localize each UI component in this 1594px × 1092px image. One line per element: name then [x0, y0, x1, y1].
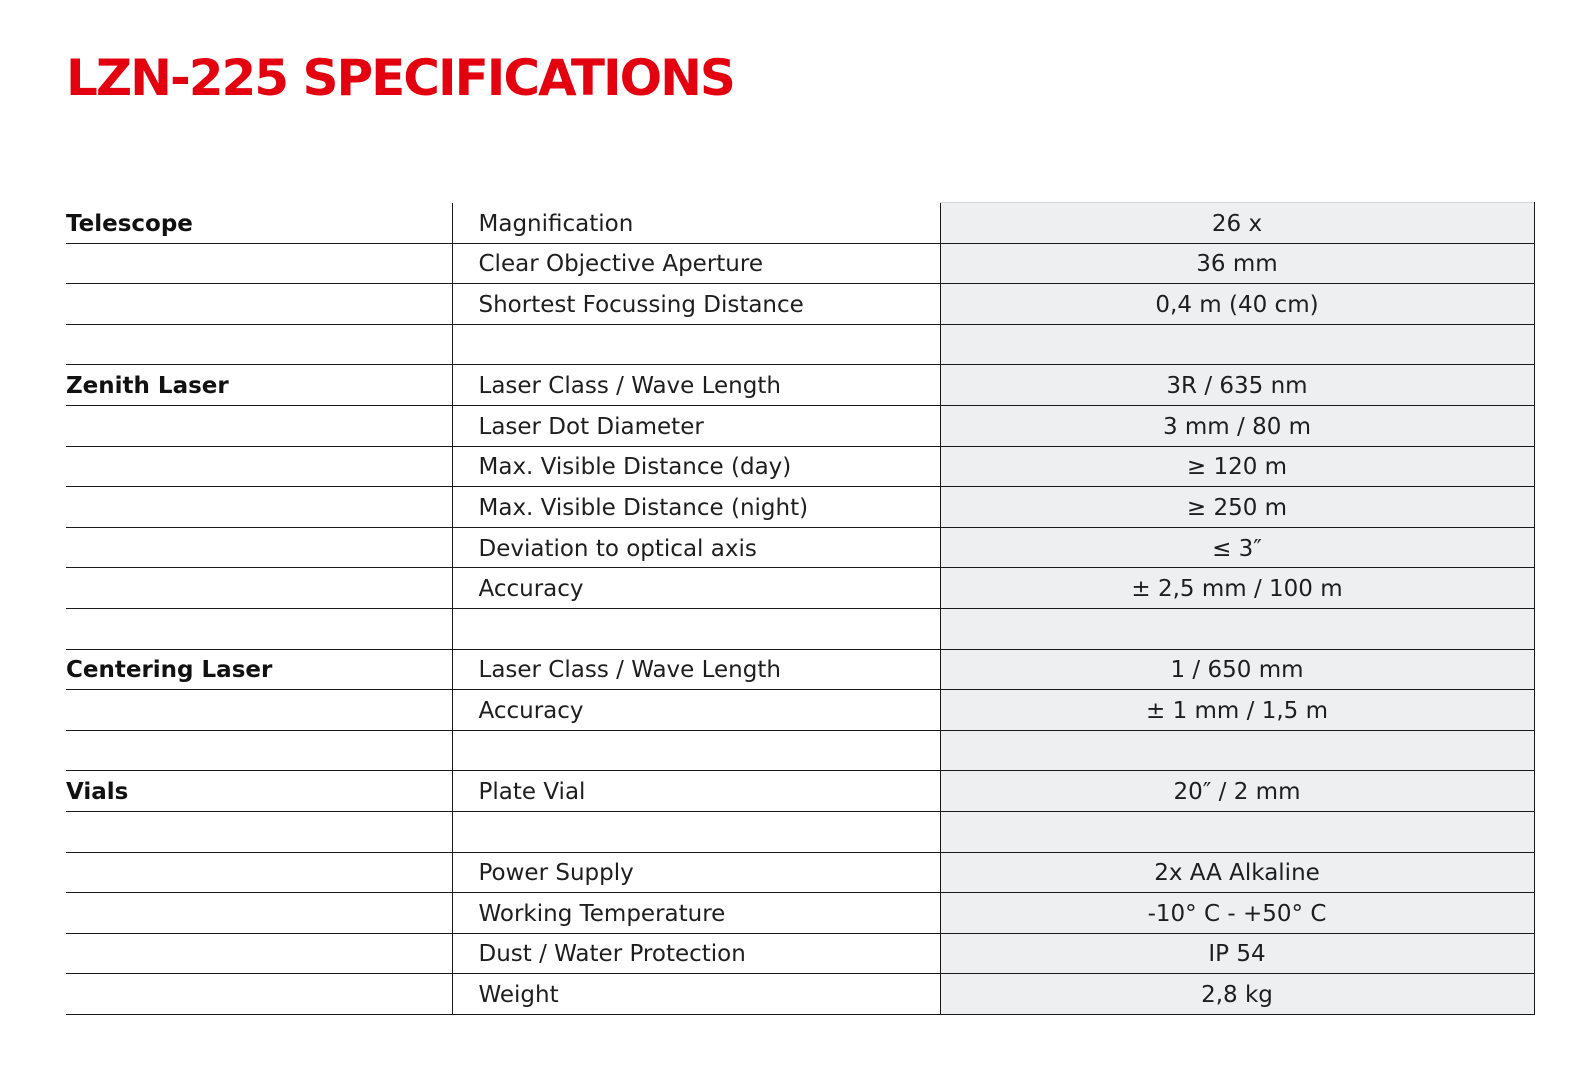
- parameter-label: Magnification: [452, 203, 940, 244]
- category-label: [66, 527, 452, 568]
- category-label: [66, 405, 452, 446]
- page-title: LZN-225 SPECIFICATIONS: [66, 49, 734, 107]
- parameter-value: ≥ 120 m: [940, 446, 1534, 487]
- table-row: [66, 324, 1534, 365]
- category-label: [66, 243, 452, 284]
- parameter-value: [940, 811, 1534, 852]
- parameter-value: 3R / 635 nm: [940, 365, 1534, 406]
- parameter-value: 1 / 650 mm: [940, 649, 1534, 690]
- parameter-value: ≥ 250 m: [940, 487, 1534, 528]
- category-label: Zenith Laser: [66, 365, 452, 406]
- parameter-value: 0,4 m (40 cm): [940, 284, 1534, 325]
- parameter-label: Clear Objective Aperture: [452, 243, 940, 284]
- parameter-label: Shortest Focussing Distance: [452, 284, 940, 325]
- parameter-label: Accuracy: [452, 568, 940, 609]
- specifications-table-body: [66, 203, 1534, 1015]
- category-label: [66, 608, 452, 649]
- table-row: [66, 527, 1534, 568]
- table-row: [66, 690, 1534, 731]
- parameter-label: Laser Dot Diameter: [452, 405, 940, 446]
- table-row: [66, 568, 1534, 609]
- parameter-label: Dust / Water Protection: [452, 933, 940, 974]
- parameter-label: Deviation to optical axis: [452, 527, 940, 568]
- table-row: [66, 446, 1534, 487]
- specifications-table: [66, 202, 1535, 1015]
- parameter-label: Laser Class / Wave Length: [452, 365, 940, 406]
- table-row: [66, 365, 1534, 406]
- parameter-label: Max. Visible Distance (night): [452, 487, 940, 528]
- category-label: [66, 487, 452, 528]
- parameter-value: IP 54: [940, 933, 1534, 974]
- parameter-value: ± 1 mm / 1,5 m: [940, 690, 1534, 731]
- category-label: [66, 690, 452, 731]
- parameter-value: 3 mm / 80 m: [940, 405, 1534, 446]
- parameter-label: [452, 324, 940, 365]
- parameter-value: ± 2,5 mm / 100 m: [940, 568, 1534, 609]
- table-row: [66, 203, 1534, 244]
- parameter-value: [940, 608, 1534, 649]
- parameter-label: Working Temperature: [452, 893, 940, 934]
- table-row: [66, 487, 1534, 528]
- table-row: [66, 974, 1534, 1015]
- parameter-value: 36 mm: [940, 243, 1534, 284]
- table-row: [66, 608, 1534, 649]
- table-row: [66, 284, 1534, 325]
- parameter-label: Laser Class / Wave Length: [452, 649, 940, 690]
- category-label: [66, 811, 452, 852]
- category-label: [66, 324, 452, 365]
- parameter-label: [452, 811, 940, 852]
- category-label: [66, 893, 452, 934]
- table-row: [66, 243, 1534, 284]
- parameter-value: -10° C - +50° C: [940, 893, 1534, 934]
- category-label: [66, 852, 452, 893]
- category-label: [66, 446, 452, 487]
- table-row: [66, 811, 1534, 852]
- category-label: [66, 730, 452, 771]
- category-label: [66, 974, 452, 1015]
- table-row: [66, 852, 1534, 893]
- parameter-value: 2x AA Alkaline: [940, 852, 1534, 893]
- parameter-value: 26 x: [940, 203, 1534, 244]
- category-label: Vials: [66, 771, 452, 812]
- table-row: [66, 405, 1534, 446]
- parameter-value: 2,8 kg: [940, 974, 1534, 1015]
- table-row: [66, 730, 1534, 771]
- table-row: [66, 933, 1534, 974]
- category-label: [66, 933, 452, 974]
- parameter-value: 20″ / 2 mm: [940, 771, 1534, 812]
- category-label: Centering Laser: [66, 649, 452, 690]
- category-label: [66, 284, 452, 325]
- table-row: [66, 649, 1534, 690]
- parameter-value: ≤ 3″: [940, 527, 1534, 568]
- table-row: [66, 893, 1534, 934]
- parameter-label: Weight: [452, 974, 940, 1015]
- parameter-label: Max. Visible Distance (day): [452, 446, 940, 487]
- parameter-value: [940, 324, 1534, 365]
- parameter-value: [940, 730, 1534, 771]
- category-label: [66, 568, 452, 609]
- parameter-label: Power Supply: [452, 852, 940, 893]
- category-label: Telescope: [66, 203, 452, 244]
- parameter-label: Plate Vial: [452, 771, 940, 812]
- table-row: [66, 771, 1534, 812]
- parameter-label: [452, 730, 940, 771]
- parameter-label: [452, 608, 940, 649]
- parameter-label: Accuracy: [452, 690, 940, 731]
